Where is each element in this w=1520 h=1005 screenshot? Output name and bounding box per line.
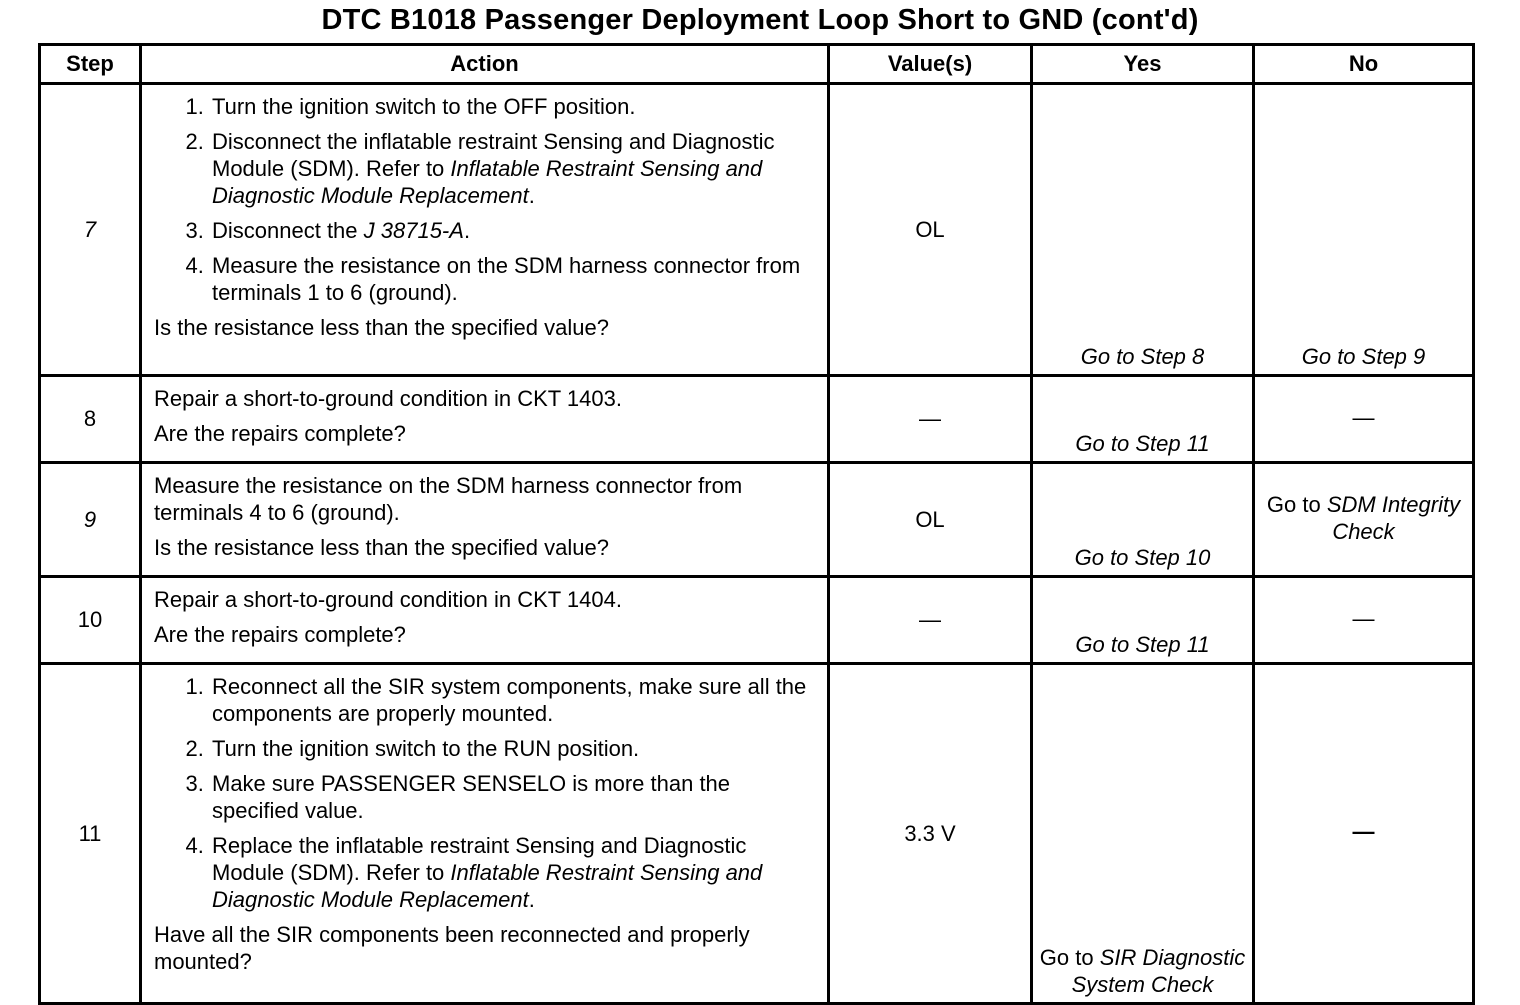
list-item xyxy=(210,93,817,120)
table-row xyxy=(40,664,1474,1004)
action-text: Turn the ignition switch to the RUN position. xyxy=(212,736,640,761)
action-text: Repair a short-to-ground condition in CKT 1404. xyxy=(154,587,622,612)
yes-cell xyxy=(1032,664,1254,1004)
no-cell: — xyxy=(1254,577,1474,664)
action-list xyxy=(154,93,817,306)
header-action: Action xyxy=(141,45,829,84)
action-cell xyxy=(141,664,829,1004)
header-yes: Yes xyxy=(1032,45,1254,84)
reference-text: SDM Integrity Check xyxy=(1326,491,1461,544)
table-row xyxy=(40,376,1474,463)
list-item xyxy=(210,735,817,762)
action-text: Measure the resistance on the SDM harness connector from terminals 1 to 6 (ground). xyxy=(212,253,801,305)
action-text: Measure the resistance on the SDM harness connector from terminals 4 to 6 (ground). xyxy=(154,473,743,525)
action-cell xyxy=(141,577,829,664)
value-cell: OL xyxy=(829,84,1032,376)
tool-reference: J 38715-A xyxy=(363,218,464,243)
table-row xyxy=(40,84,1474,376)
header-row xyxy=(40,45,1474,84)
yes-cell: Go to Step 11 xyxy=(1032,376,1254,463)
no-prefix: Go to xyxy=(1266,491,1327,517)
table-row xyxy=(40,463,1474,577)
yes-prefix: Go to xyxy=(1039,945,1100,970)
step-number: 10 xyxy=(40,577,141,664)
reference-text: Inflatable Restraint Sensing and Diagnostic Module Replacement xyxy=(212,156,763,208)
step-number: 8 xyxy=(40,376,141,463)
reference-text: SIR Diagnostic System Check xyxy=(1071,945,1246,997)
yes-cell: Go to Step 10 xyxy=(1032,463,1254,577)
action-list xyxy=(154,673,817,913)
question-text: Is the resistance less than the specified value? xyxy=(154,315,609,340)
list-item xyxy=(210,673,817,727)
reference-text: Inflatable Restraint Sensing and Diagnostic Module Replacement xyxy=(212,860,763,912)
action-cell xyxy=(141,463,829,577)
yes-cell: Go to Step 8 xyxy=(1032,84,1254,376)
diagnostic-table xyxy=(38,43,1475,1005)
no-cell: Go to Step 9 xyxy=(1254,84,1474,376)
action-text: Disconnect the xyxy=(212,218,364,243)
header-value: Value(s) xyxy=(829,45,1032,84)
value-cell: — xyxy=(829,376,1032,463)
list-item: 4. Replace the inflatable restraint Sensing and Diagnostic Module (SDM). Refer to Inflatable Restraint Sensing and Diagnostic Module Replacement. xyxy=(210,832,817,913)
header-step: Step xyxy=(40,45,141,84)
list-item: 2. Disconnect the inflatable restraint Sensing and Diagnostic Module (SDM). Refer to Inflatable Restraint Sensing and Diagnostic Module Replacement. xyxy=(210,128,817,209)
value-cell: OL xyxy=(829,463,1032,577)
step-number: 9 xyxy=(40,463,141,577)
action-text: Turn the ignition switch to the OFF position. xyxy=(212,94,636,119)
list-item xyxy=(210,770,817,824)
value-cell: 3.3 V xyxy=(829,664,1032,1004)
page-title: DTC B1018 Passenger Deployment Loop Short to GND (cont'd) xyxy=(321,4,1199,36)
question-text: Are the repairs complete? xyxy=(154,421,406,446)
question-text: Have all the SIR components been reconnected and properly mounted? xyxy=(154,922,750,974)
table-row xyxy=(40,577,1474,664)
question-text: Are the repairs complete? xyxy=(154,622,406,647)
header-no: No xyxy=(1254,45,1474,84)
yes-cell: Go to Step 11 xyxy=(1032,577,1254,664)
no-cell: — xyxy=(1254,376,1474,463)
action-cell xyxy=(141,376,829,463)
list-item xyxy=(210,252,817,306)
action-text: Reconnect all the SIR system components, make sure all the components are properly mounted. xyxy=(212,674,807,726)
action-cell xyxy=(141,84,829,376)
action-text: Repair a short-to-ground condition in CKT 1403. xyxy=(154,386,622,411)
action-text: Make sure PASSENGER SENSELO is more than the specified value. xyxy=(212,771,731,823)
action-text: Disconnect the inflatable restraint Sensing and Diagnostic Module (SDM). Refer to xyxy=(212,129,775,181)
value-cell: — xyxy=(829,577,1032,664)
action-text: Replace the inflatable restraint Sensing and Diagnostic Module (SDM). Refer to xyxy=(212,833,747,885)
no-cell xyxy=(1254,463,1474,577)
step-number: 7 xyxy=(40,84,141,376)
question-text: Is the resistance less than the specified value? xyxy=(154,535,609,560)
list-item: 3. Disconnect the J 38715-A. xyxy=(210,217,817,244)
step-number: 11 xyxy=(40,664,141,1004)
no-cell: — xyxy=(1254,664,1474,1004)
